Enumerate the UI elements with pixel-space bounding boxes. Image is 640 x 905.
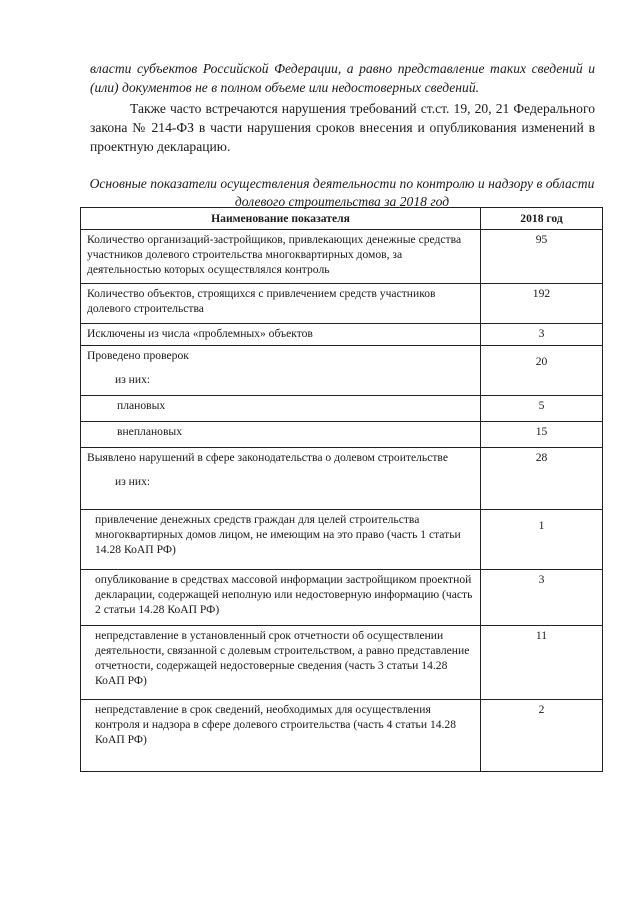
table-row (81, 626, 603, 700)
row-name: Выявлено нарушений в сфере законодательства о долевом строительстве (87, 451, 448, 464)
table-row (81, 396, 603, 422)
row-value: 192 (481, 284, 603, 324)
row-value: 20 (481, 346, 603, 396)
table-row (81, 448, 603, 510)
row-name: непредставление в срок сведений, необходимых для осуществления контроля и надзора в сфере долевого строительства (часть 4 статьи 14.28 КоАП РФ) (81, 700, 481, 772)
row-value: 28 (481, 448, 603, 510)
row-name: Исключены из числа «проблемных» объектов (81, 324, 481, 346)
row-name: опубликование в средствах массовой информации застройщиком проектной декларации, содержащей неполную или недостоверную информацию (часть 2 статьи 14.28 КоАП РФ) (81, 570, 481, 626)
row-name: привлечение денежных средств граждан для целей строительства многоквартирных домов лицом, не имеющим на это право (часть 1 статьи 14.28 КоАП РФ) (81, 510, 481, 570)
row-name: Количество организаций-застройщиков, привлекающих денежные средства участников долевого строительства многоквартирных домов, за деятельностью которых осуществлялся контроль (81, 230, 481, 284)
table-row (81, 230, 603, 284)
row-subheading: из них: (115, 373, 151, 386)
row-subheading: из них: (115, 475, 151, 488)
row-value: 1 (481, 510, 603, 570)
table-row (81, 510, 603, 570)
row-value: 5 (481, 396, 603, 422)
header-name: Наименование показателя (81, 208, 481, 230)
violations-paragraph: Также часто встречаются нарушения требований ст.ст. 19, 20, 21 Федерального закона № 214-ФЗ в части нарушения сроков внесения и опубликования изменений в проектную декларацию. (90, 101, 595, 154)
indicators-table (80, 207, 603, 772)
table-row (81, 570, 603, 626)
header-value: 2018 год (481, 208, 603, 230)
table-row (81, 324, 603, 346)
row-value: 3 (481, 324, 603, 346)
row-value: 11 (481, 626, 603, 700)
table-row (81, 284, 603, 324)
row-value: 3 (481, 570, 603, 626)
row-name: внеплановых (81, 422, 481, 448)
row-value: 95 (481, 230, 603, 284)
row-name: Проведено проверок (87, 349, 189, 362)
row-value: 2 (481, 700, 603, 772)
table-row (81, 700, 603, 772)
row-name: Количество объектов, строящихся с привлечением средств участников долевого строительства (81, 284, 481, 324)
table-row (81, 346, 603, 396)
row-name: непредставление в установленный срок отчетности об осуществлении деятельности, связанной с долевым строительством, а равно представление отчетности, содержащей недостоверные сведения (часть 3 статьи 14.28 КоАП РФ) (81, 626, 481, 700)
row-name: плановых (81, 396, 481, 422)
table-row (81, 422, 603, 448)
table-caption: Основные показатели осуществления деятельности по контролю и надзору в области долевого строительства за 2018 год (89, 176, 595, 209)
row-value: 15 (481, 422, 603, 448)
intro-paragraph: власти субъектов Российской Федерации, а равно представление таких сведений и (или) документов не в полном объеме или недостоверных сведений. (90, 61, 595, 95)
table-header-row (81, 208, 603, 230)
